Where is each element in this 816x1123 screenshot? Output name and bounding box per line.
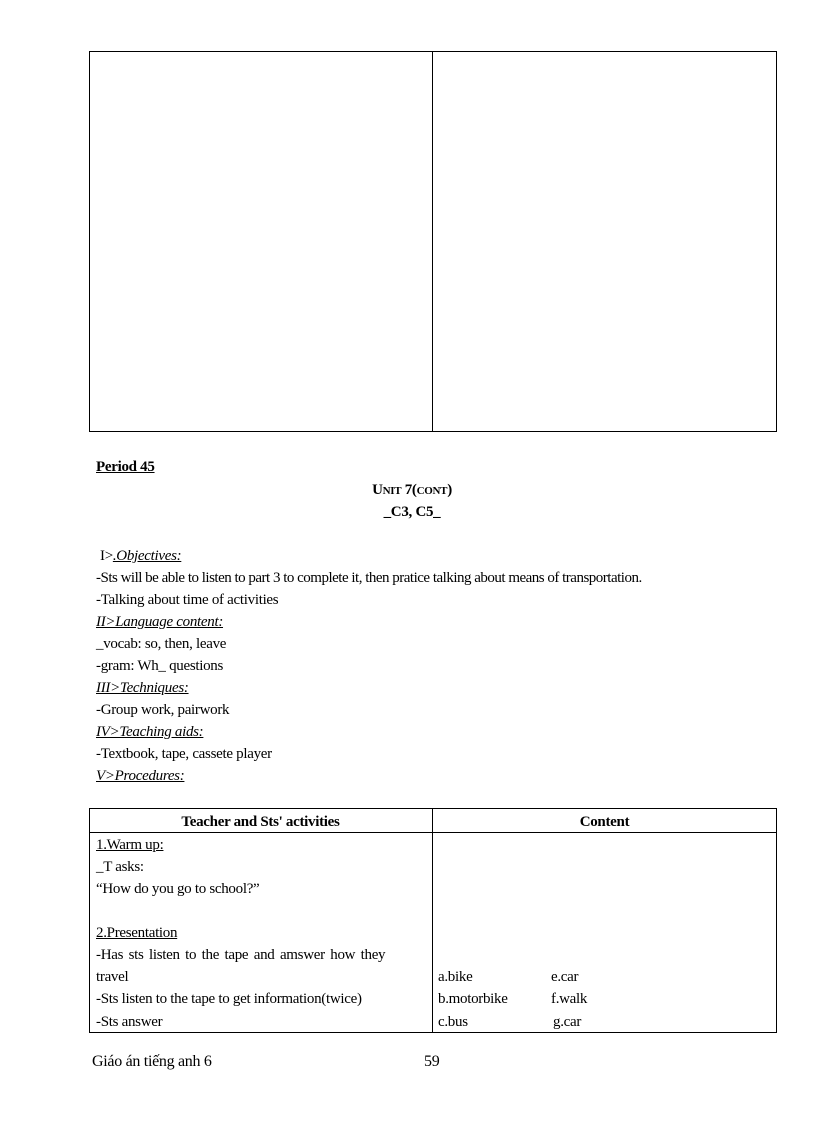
content-option: g.car xyxy=(553,1014,582,1030)
language-heading: II>Language content: xyxy=(96,614,224,630)
presentation-line: -Has sts listen to the tape and amswer how they xyxy=(96,947,386,963)
footer-title: Giáo án tiếng anh 6 xyxy=(92,1053,212,1070)
language-line: -gram: Wh_ questions xyxy=(96,658,224,674)
unit-subtitle: _C3, C5_ xyxy=(383,504,441,520)
content-option: e.car xyxy=(551,969,579,985)
language-line: _vocab: so, then, leave xyxy=(96,636,227,652)
content-option: a.bike xyxy=(438,969,473,985)
objective-line: -Talking about time of activities xyxy=(96,592,279,608)
header-divider xyxy=(89,832,777,833)
period-label: Period 45 xyxy=(96,459,155,475)
aids-line: -Textbook, tape, cassete player xyxy=(96,746,272,762)
presentation-heading: 2.Presentation xyxy=(96,925,178,941)
objectives-prefix: I> xyxy=(100,548,113,564)
techniques-heading: III>Techniques: xyxy=(96,680,189,696)
page-number: 59 xyxy=(424,1053,440,1070)
warmup-heading: 1.Warm up: xyxy=(96,837,164,853)
table-divider xyxy=(432,808,433,1033)
content-option: c.bus xyxy=(438,1014,468,1030)
presentation-line: travel xyxy=(96,969,129,985)
presentation-line: -Sts listen to the tape to get information(twice) xyxy=(96,991,362,1007)
aids-heading: IV>Teaching aids: xyxy=(96,724,204,740)
header-activities: Teacher and Sts' activities xyxy=(181,814,340,830)
objectives-heading xyxy=(100,547,181,565)
content-option: f.walk xyxy=(551,991,588,1007)
warmup-line: _T asks: xyxy=(96,859,144,875)
objectives-title: .Objectives: xyxy=(112,548,182,564)
presentation-line: -Sts answer xyxy=(96,1014,163,1030)
procedures-heading: V>Procedures: xyxy=(96,768,185,784)
techniques-line: -Group work, pairwork xyxy=(96,702,230,718)
previous-lesson-table xyxy=(89,51,777,432)
header-content: Content xyxy=(579,814,630,830)
unit-title: Unit 7(cont) xyxy=(372,482,452,498)
table-divider xyxy=(432,51,433,432)
content-option: b.motorbike xyxy=(438,991,508,1007)
warmup-line: “How do you go to school?” xyxy=(96,881,260,897)
objective-line: -Sts will be able to listen to part 3 to complete it, then pratice talking about means of transportation. xyxy=(96,570,642,586)
